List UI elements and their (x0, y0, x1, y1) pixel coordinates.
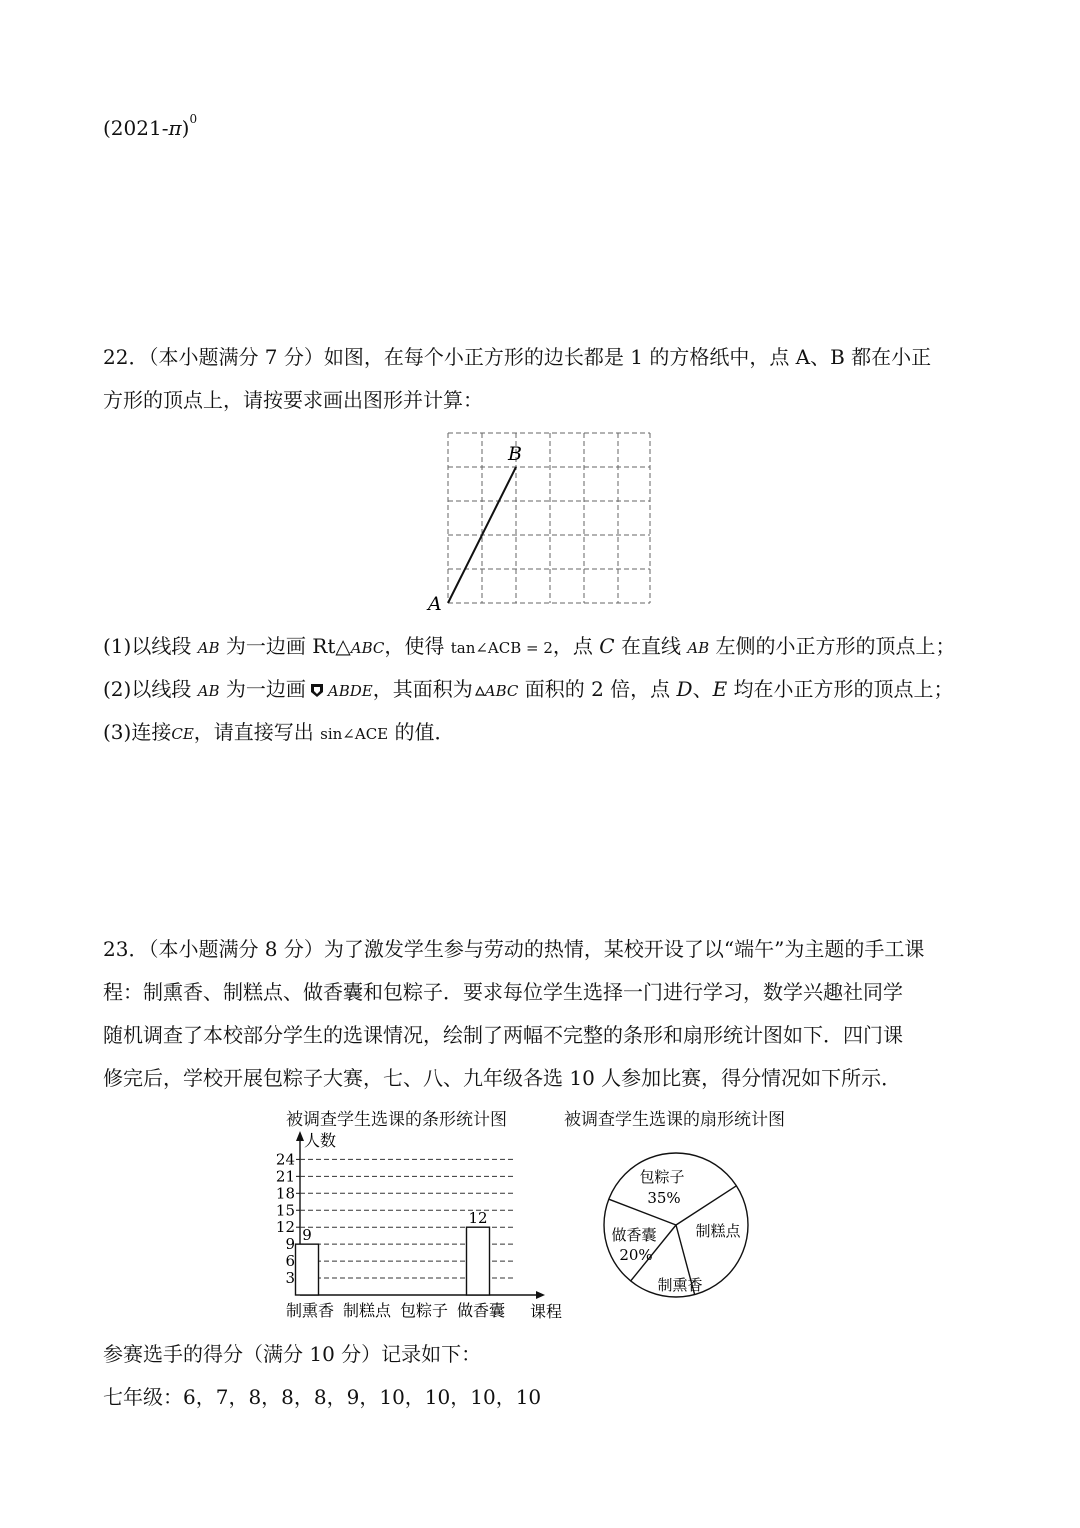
p1-text-i: 在直线 (614, 634, 688, 658)
p2-text-e: ，其面积为 (372, 677, 473, 701)
p1-tan-expr: tan∠ACB = 2 (450, 639, 553, 657)
label-b: B (508, 443, 522, 465)
q22-title: 22．（本小题满分 7 分）如图，在每个小正方形的边长都是 1 的方格纸中，点 A、B 都在小正 (103, 345, 932, 369)
y-tick-label: 9 (285, 1235, 295, 1254)
p2-text-g: 面积的 2 倍，点 (518, 677, 677, 701)
p1-abc: ABC (350, 639, 385, 657)
expr-base: (2021- (103, 116, 169, 140)
label-a: A (428, 593, 442, 615)
p2-text-i: 、 (692, 677, 713, 701)
p2-text-a: (2)以线段 (103, 677, 198, 701)
p2-ab: AB (197, 682, 220, 700)
p1-c: C (599, 634, 615, 658)
p2-text-c: 为一边画 (219, 677, 306, 701)
p2-text-k: 均在小正方形的顶点上； (727, 677, 954, 701)
bar-data-label: 12 (468, 1209, 488, 1228)
bar-做香囊 (467, 1227, 490, 1295)
q23-line1: 23．（本小题满分 8 分）为了激发学生参与劳动的热情，某校开设了以“端午”为主题的手工课 (103, 937, 925, 961)
y-axis-arrow (296, 1131, 304, 1141)
p1-ab: AB (197, 639, 220, 657)
y-tick-label: 21 (275, 1167, 295, 1186)
y-tick-label: 15 (275, 1201, 295, 1220)
grid-lines (448, 433, 650, 603)
x-category-label: 包粽子 (399, 1301, 449, 1320)
q22-grid-figure (420, 425, 670, 620)
x-category-label: 做香囊 (456, 1301, 506, 1320)
p2-abc: ABC (484, 682, 519, 700)
p3-sin-expr: sin∠ACE (320, 725, 389, 743)
triangle-icon (475, 686, 485, 696)
bar-data-label: 9 (302, 1226, 312, 1245)
y-tick-label: 18 (275, 1184, 295, 1203)
q23-line2: 程：制熏香、制糕点、做香囊和包粽子．要求每位学生选择一门进行学习，数学兴趣社同学 (103, 980, 903, 1004)
q23-line4: 修完后，学校开展包粽子大赛，七、八、九年级各选 10 人参加比赛，得分情况如下所示． (103, 1066, 902, 1090)
x-axis-arrow (536, 1291, 545, 1299)
q23-line3: 随机调查了本校部分学生的选课情况，绘制了两幅不完整的条形和扇形统计图如下．四门课 (103, 1023, 903, 1047)
bar-chart (260, 1128, 570, 1328)
p2-e: E (712, 677, 728, 701)
p1-text-a: (1)以线段 (103, 634, 198, 658)
bar-chart-title: 被调查学生选课的条形统计图 (286, 1110, 507, 1130)
p2-abde: ABDE (327, 682, 373, 700)
p3-ce: CE (171, 725, 194, 743)
pie-slice-label: 包粽子 (639, 1168, 685, 1186)
p1-text-g: ，点 (552, 634, 600, 658)
pie-slice-label: 制熏香 (657, 1276, 703, 1294)
p1-text-k: 左侧的小正方形的顶点上； (709, 634, 956, 658)
y-tick-label: 24 (275, 1150, 295, 1169)
q22-part2 (103, 675, 954, 705)
q22-line2: 方形的顶点上，请按要求画出图形并计算： (103, 388, 483, 412)
y-axis-label: 人数 (304, 1131, 337, 1150)
x-category-label: 制糕点 (342, 1301, 392, 1320)
expr-pi: π (168, 116, 182, 140)
p3-text-e: 的值． (388, 720, 455, 744)
p2-d: D (676, 677, 693, 701)
p1-ab2: AB (687, 639, 710, 657)
pie-chart-title: 被调查学生选课的扇形统计图 (564, 1110, 785, 1130)
pie-slice-label: 做香囊 (611, 1226, 657, 1244)
expr-exponent: 0 (189, 112, 198, 127)
q23-grade7-scores: 七年级：6，7，8，8，8，9，10，10，10，10 (103, 1385, 542, 1409)
p3-text-c: ，请直接写出 (193, 720, 321, 744)
pie-slice-label: 制糕点 (695, 1222, 741, 1240)
y-tick-label: 3 (285, 1269, 295, 1288)
y-tick-label: 12 (275, 1218, 295, 1237)
p3-text-a: (3)连接 (103, 720, 172, 744)
pie-slice-percent: 35% (647, 1189, 681, 1207)
top-expression (103, 112, 198, 140)
p1-text-e: ，使得 (384, 634, 451, 658)
p1-text-c: 为一边画 Rt△ (219, 634, 351, 658)
pie-slice-percent: 20% (619, 1246, 653, 1264)
parallelogram-icon (309, 682, 325, 698)
x-axis-label: 课程 (530, 1302, 563, 1321)
x-category-label: 制熏香 (285, 1301, 335, 1320)
pie-chart (596, 1150, 756, 1300)
q22-part1 (103, 632, 956, 662)
bar-制熏香 (296, 1244, 319, 1295)
expr-close: ) (181, 116, 190, 140)
q22-part3 (103, 718, 454, 748)
q23-record-intro: 参赛选手的得分（满分 10 分）记录如下： (103, 1342, 482, 1366)
y-tick-label: 6 (285, 1252, 295, 1271)
